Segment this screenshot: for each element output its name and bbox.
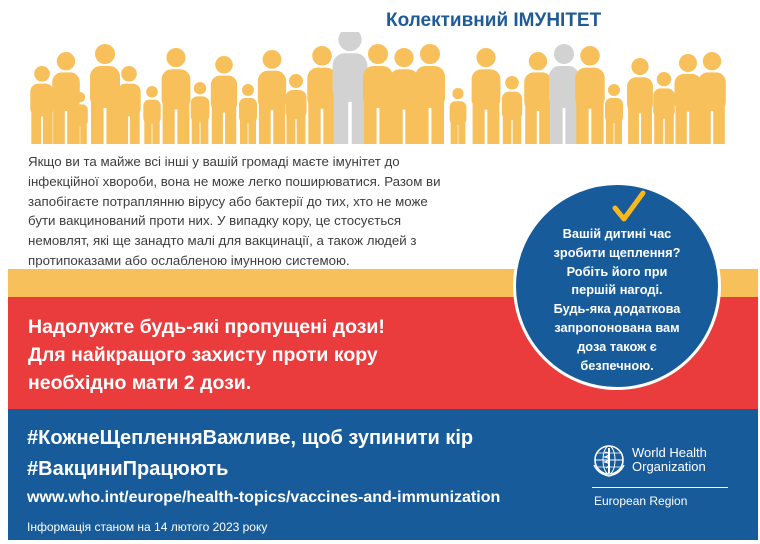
person-figure (90, 44, 120, 144)
vaccination-callout (513, 182, 721, 390)
callout-line: зробити щеплення? (553, 244, 681, 260)
who-url-link[interactable]: www.who.int/europe/health-topics/vaccines-and-immunization (27, 489, 501, 506)
who-name (632, 446, 707, 474)
person-figure (143, 86, 160, 144)
callout-line: запропонована вам (554, 319, 680, 335)
catch-up-line: необхідно мати 2 дози. (28, 372, 252, 394)
intro-paragraph (28, 152, 528, 271)
page-title: Колективний ІМУНІТЕТ (386, 10, 602, 31)
callout-line: безпечною. (580, 357, 654, 373)
who-logo (592, 443, 732, 513)
intro-line: запобігаєте потраплянню вірусу або бактерії до тих, хто не може (28, 193, 428, 209)
person-figure (307, 46, 336, 144)
date-note: Інформація станом на 14 лютого 2023 року (27, 520, 268, 534)
person-figure (698, 52, 726, 144)
person-figure (575, 46, 604, 144)
person-figure (258, 50, 286, 144)
person-figure (415, 44, 445, 144)
intro-line: бути вакцинований проти них. У випадку кору, це стосується (28, 213, 402, 229)
who-divider (592, 487, 728, 488)
checkmark-icon (611, 189, 647, 225)
person-figure (450, 88, 467, 144)
who-emblem-icon (592, 443, 626, 477)
person-figure (390, 48, 419, 144)
people-crowd-icon (0, 32, 760, 152)
person-figure (627, 58, 653, 144)
hashtag-vaccines-work: #ВакциниПрацюють (27, 458, 229, 480)
callout-line: Вашій дитині час (562, 226, 672, 241)
person-figure (524, 52, 552, 144)
intro-line: Якщо ви та майже всі інші у вашій громаді маєте імунітет до (28, 154, 400, 169)
person-figure (286, 74, 307, 144)
who-name-line: World Health (632, 445, 707, 460)
intro-line: інфекційної хвороби, вона не може легко поширюватися. Разом ви (28, 173, 441, 189)
catch-up-message (28, 313, 538, 397)
person-figure (30, 66, 53, 144)
person-figure (653, 72, 675, 144)
intro-line: немовлят, які ще занадто малі для вакцинації, а також людей з (28, 233, 417, 249)
catch-up-line: Для найкращого захисту проти кору (28, 344, 378, 366)
person-figure (549, 44, 579, 144)
person-figure (605, 84, 623, 144)
person-figure (363, 44, 393, 144)
hashtag-every-vaccination: #КожнеЩепленняВажливе, щоб зупинити кір (27, 427, 474, 449)
person-figure (117, 66, 140, 144)
callout-text (534, 225, 700, 375)
callout-line: доза також є (577, 338, 657, 354)
person-figure (239, 84, 257, 144)
callout-line: Робіть його при (566, 263, 668, 279)
person-figure (502, 76, 522, 144)
person-figure (472, 48, 501, 144)
person-figure (211, 56, 237, 144)
callout-line: Будь-яка додаткова (553, 301, 681, 317)
callout-line: першій нагоді. (571, 282, 663, 298)
person-figure (191, 82, 210, 144)
who-name-line: Organization (632, 459, 706, 474)
who-region: European Region (594, 494, 688, 508)
person-figure (675, 54, 702, 144)
person-figure (333, 32, 368, 144)
intro-line: протипоказами або ослабленою імунною системою. (28, 252, 350, 268)
person-figure (162, 48, 191, 144)
catch-up-line: Надолужте будь-які пропущені дози! (28, 316, 385, 338)
